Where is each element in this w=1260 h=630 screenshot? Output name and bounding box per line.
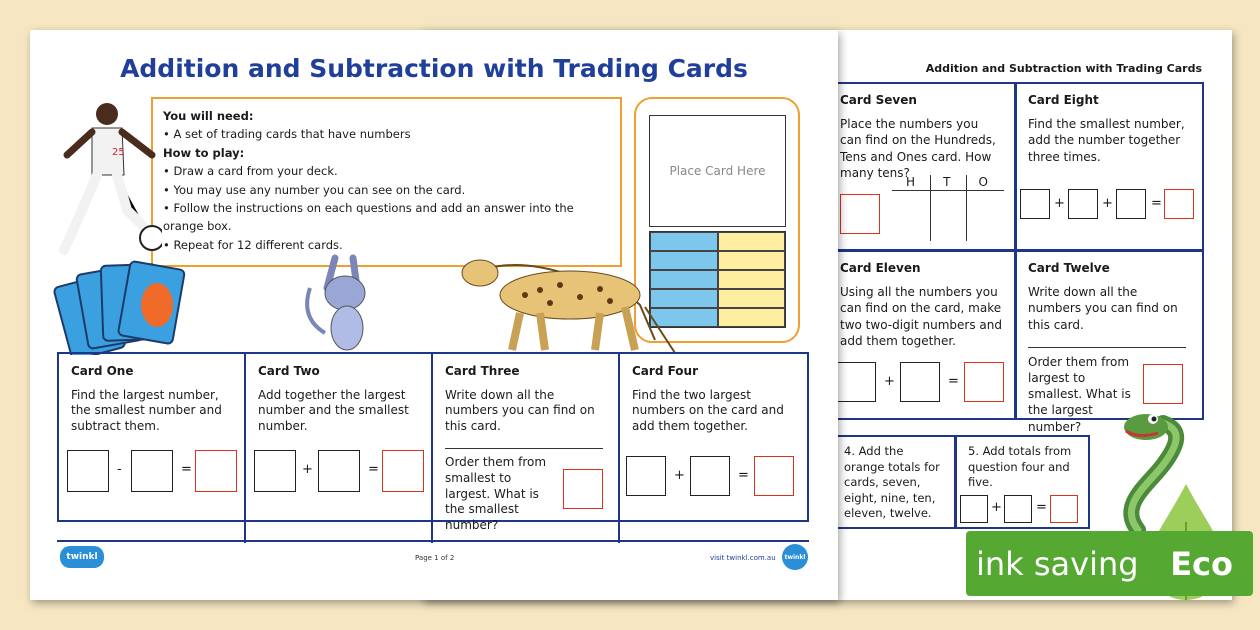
card-three-title: Card Three xyxy=(445,364,520,378)
card-eight-answer-box[interactable] xyxy=(1164,189,1194,219)
card-eleven-title: Card Eleven xyxy=(840,261,921,275)
ones-label: O xyxy=(978,175,988,189)
page-title: Addition and Subtraction with Trading Cards xyxy=(120,54,748,83)
card-twelve-text: Write down all the numbers you can find on this card. xyxy=(1028,285,1178,332)
plus-sign: + xyxy=(884,374,895,389)
page-number: Page 1 of 2 xyxy=(415,554,455,562)
twinkl-logo[interactable]: twinkl xyxy=(60,546,104,568)
card-seven-answer-box[interactable] xyxy=(840,194,880,234)
cards-row xyxy=(57,352,809,532)
divider-line xyxy=(1028,347,1186,348)
card-three-answer-box[interactable] xyxy=(563,469,603,509)
card-eleven-box-2[interactable] xyxy=(900,362,940,402)
hto-line xyxy=(966,175,967,241)
card-seven-text: Place the numbers you can find on the Hundreds, Tens and Ones card. How many tens? xyxy=(840,117,996,180)
card-two-answer-box[interactable] xyxy=(382,450,424,492)
card-four-box-2[interactable] xyxy=(690,456,730,496)
card-one-box-2[interactable] xyxy=(131,450,173,492)
creature-illustration xyxy=(295,248,385,353)
equals-sign: = xyxy=(181,462,192,477)
card-one-text: Find the largest number, the smallest number and subtract them. xyxy=(71,387,222,433)
ink-saving-label: ink saving xyxy=(976,544,1139,583)
svg-text:25: 25 xyxy=(112,147,125,158)
divider-line xyxy=(445,448,603,449)
tens-label: T xyxy=(943,175,951,189)
card-eight-box-1[interactable] xyxy=(1020,189,1050,219)
card-eight-box-3[interactable] xyxy=(1116,189,1146,219)
footballer-illustration xyxy=(52,100,162,260)
card-twelve-text2: Order them from largest to smallest. What is the largest number? xyxy=(1028,354,1131,434)
card-one-title: Card One xyxy=(71,364,134,378)
hto-line xyxy=(892,190,1004,191)
equals-sign: = xyxy=(948,374,959,389)
card-two-text: Add together the largest number and the smallest number. xyxy=(258,387,409,433)
q5-box-1[interactable] xyxy=(960,495,988,523)
card-four-text: Find the two largest numbers on the card and add them together. xyxy=(632,387,784,433)
card-three-text: Write down all the numbers you can find on this card. xyxy=(445,387,595,433)
trading-cards-illustration xyxy=(52,250,207,355)
card-twelve-title: Card Twelve xyxy=(1028,261,1110,275)
list-item: • You may use any number you can see on the card. xyxy=(163,181,610,199)
card-eight xyxy=(1016,84,1204,249)
card-one xyxy=(59,354,246,543)
card-two-title: Card Two xyxy=(258,364,320,378)
you-will-need-heading: You will need: xyxy=(163,109,254,123)
card-eight-text: Find the smallest number, add the number together three times. xyxy=(1028,117,1185,164)
plus-sign: + xyxy=(1054,196,1065,211)
twinkl-url[interactable]: visit twinkl.com.au xyxy=(710,554,776,562)
hto-header xyxy=(892,175,1002,189)
card-one-box-1[interactable] xyxy=(67,450,109,492)
hto-line xyxy=(930,175,931,241)
plus-sign: + xyxy=(1102,196,1113,211)
card-four-box-1[interactable] xyxy=(626,456,666,496)
leopard-illustration xyxy=(450,245,680,355)
card-three-text2: Order them from smallest to largest. What is the smallest number? xyxy=(445,455,547,532)
equals-sign: = xyxy=(1151,196,1162,211)
card-seven-title: Card Seven xyxy=(840,93,917,107)
worksheet-page-1 xyxy=(30,30,838,600)
card-eleven-answer-box[interactable] xyxy=(964,362,1004,402)
list-item: • Follow the instructions on each questions and add an answer into the orange box. xyxy=(163,199,610,236)
list-item: • Repeat for 12 different cards. xyxy=(163,236,610,254)
card-eleven-text: Using all the numbers you can find on the card, make two two-digit numbers and add them together. xyxy=(840,285,1002,348)
question-five: 5. Add totals from question four and five. xyxy=(968,444,1072,490)
card-eleven-box-1[interactable] xyxy=(836,362,876,402)
eco-label: Eco xyxy=(1170,544,1233,583)
plus-sign: + xyxy=(674,468,685,483)
equals-sign: = xyxy=(738,468,749,483)
card-eight-title: Card Eight xyxy=(1028,93,1099,107)
card-twelve-answer-box[interactable] xyxy=(1143,364,1183,404)
quality-badge: twinkl xyxy=(782,544,808,570)
page2-title: Addition and Subtraction with Trading Cards xyxy=(925,62,1202,75)
card-two-box-1[interactable] xyxy=(254,450,296,492)
plus-sign: + xyxy=(991,500,1002,515)
hundreds-label: H xyxy=(906,175,916,189)
card-four-answer-box[interactable] xyxy=(754,456,794,496)
instructions-box xyxy=(151,97,622,267)
q5-box-2[interactable] xyxy=(1004,495,1032,523)
ink-saving-badge xyxy=(966,531,1253,596)
plus-sign: + xyxy=(302,462,313,477)
footer-divider xyxy=(57,540,809,542)
card-three xyxy=(433,354,620,543)
equals-sign: = xyxy=(1036,500,1047,515)
card-four xyxy=(620,354,807,543)
list-item: • A set of trading cards that have numbers xyxy=(163,125,610,143)
place-card-slot[interactable]: Place Card Here xyxy=(649,115,786,227)
card-eight-box-2[interactable] xyxy=(1068,189,1098,219)
how-to-play-heading: How to play: xyxy=(163,145,245,160)
card-two xyxy=(246,354,433,543)
list-item: • Draw a card from your deck. xyxy=(163,162,610,180)
card-two-box-2[interactable] xyxy=(318,450,360,492)
question-four: 4. Add the orange totals for cards, seven, eight, nine, ten, eleven, twelve. xyxy=(844,444,940,521)
minus-sign: - xyxy=(117,462,122,477)
needs-list xyxy=(163,125,610,143)
steps-list xyxy=(163,162,610,254)
card-four-title: Card Four xyxy=(632,364,699,378)
equals-sign: = xyxy=(368,462,379,477)
q5-answer-box[interactable] xyxy=(1050,495,1078,523)
card-one-answer-box[interactable] xyxy=(195,450,237,492)
